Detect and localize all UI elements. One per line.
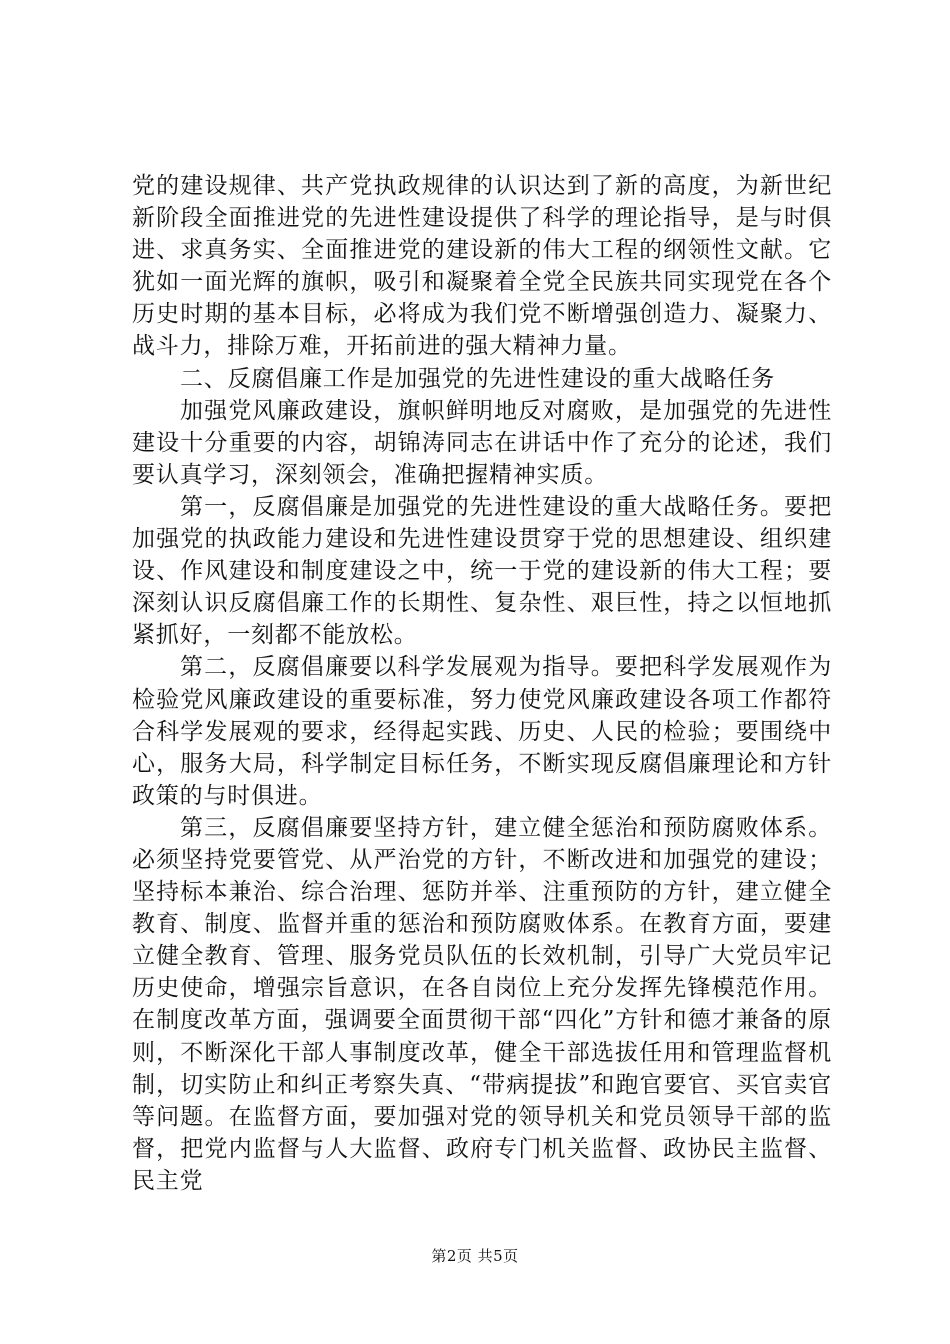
paragraph-intro: 加强党风廉政建设，旗帜鲜明地反对腐败，是加强党的先进性建设十分重要的内容，胡锦涛同志在讲话中作了充分的论述，我们要认真学习，深刻领会，准确把握精神实质。 bbox=[132, 397, 832, 488]
page-number-footer: 第2页 共5页 bbox=[431, 1247, 519, 1265]
document-body bbox=[132, 170, 832, 1197]
paragraph-point-two: 第二，反腐倡廉要以科学发展观为指导。要把科学发展观作为检验党风廉政建设的重要标准，努力使党风廉政建设各项工作都符合科学发展观的要求，经得起实践、历史、人民的检验；要围绕中心，服务大局，科学制定目标任务，不断实现反腐倡廉理论和方针政策的与时俱进。 bbox=[132, 654, 832, 809]
paragraph-point-one: 第一，反腐倡廉是加强党的先进性建设的重大战略任务。要把加强党的执政能力建设和先进性建设贯穿于党的思想建设、组织建设、作风建设和制度建设之中，统一于党的建设新的伟大工程；要深刻认识反腐倡廉工作的长期性、复杂性、艰巨性，持之以恒地抓紧抓好，一刻都不能放松。 bbox=[132, 493, 832, 649]
paragraph-continuation: 党的建设规律、共产党执政规律的认识达到了新的高度，为新世纪新阶段全面推进党的先进性建设提供了科学的理论指导，是与时俱进、求真务实、全面推进党的建设新的伟大工程的纲领性文献。它犹如一面光辉的旗帜，吸引和凝聚着全党全民族共同实现党在各个历史时期的基本目标，必将成为我们党不断增强创造力、凝聚力、战斗力，排除万难，开拓前进的强大精神力量。 bbox=[132, 173, 832, 360]
section-heading: 二、反腐倡廉工作是加强党的先进性建设的重大战略任务 bbox=[180, 365, 775, 392]
paragraph-point-three: 第三，反腐倡廉要坚持方针，建立健全惩治和预防腐败体系。必须坚持党要管党、从严治党的方针，不断改进和加强党的建设；坚持标本兼治、综合治理、惩防并举、注重预防的方针，建立健全教育、制度、监督并重的惩治和预防腐败体系。在教育方面，要建立健全教育、管理、服务党员队伍的长效机制，引导广大党员牢记历史使命，增强宗旨意识，在各自岗位上充分发挥先锋模范作用。在制度改革方面，强调要全面贯彻干部“四化”方针和德才兼备的原则，不断深化干部人事制度改革，健全干部选拔任用和管理监督机制，切实防止和纠正考察失真、“带病提拔”和跑官要官、买官卖官等问题。在监督方面，要加强对党的领导机关和党员领导干部的监督，把党内监督与人大监督、政府专门机关监督、政协民主监督、民主党 bbox=[132, 814, 832, 1194]
